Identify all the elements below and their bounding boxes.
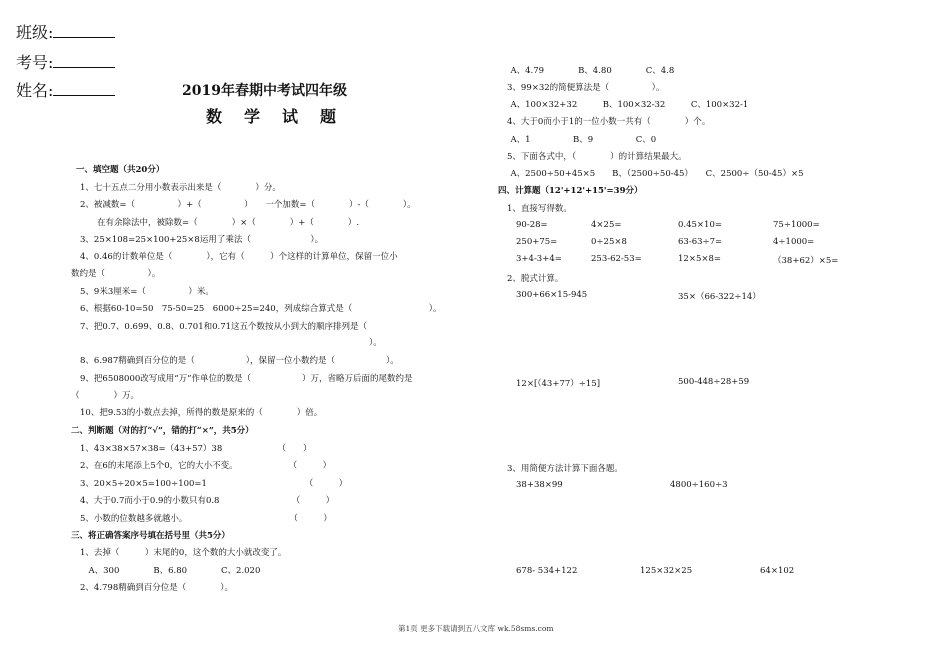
mental-calc-item: 90-28= [516,220,548,230]
judge-q1: 1、43×38×57×38=（43+57）38 （ ） [80,444,312,454]
calc-part-1-heading: 1、直接写得数。 [507,204,572,214]
mental-calc-item: 0÷25×8 [591,237,627,247]
name-label: 姓名: [16,81,54,100]
class-blank [53,23,115,38]
exam-subtitle: 数学试题 [206,107,359,126]
choice-q5-options: A、2500÷50+45×5 B、（2500÷50-45） C、2500÷（50-45）×5 [502,169,804,179]
fill-q9: 9、把6508000改写成用“万”作单位的数是（ ）万，省略万后面的尾数约是 [80,374,413,384]
name-blank [53,81,115,96]
fill-q2b: 在有余除法中，被除数=（ ）×（ ）+（ ）. [80,218,360,228]
choice-q3: 3、99×32的简便算法是（ ）。 [507,83,665,93]
fill-q4: 4、0.46的计数单位是（ ），它有（ ）个这样的计算单位，保留一位小 [80,252,398,262]
calc-part-2-heading: 2、脱式计算。 [507,274,564,284]
step-calc-item: 12×[（43+77）÷15] [516,379,601,389]
mental-calc-item: 250+75= [516,237,558,247]
judge-q2: 2、在6的末尾添上5个0，它的大小不变。 （ ） [80,461,332,471]
fill-q6: 6、根据60-10=50 75-50=25 6000÷25=240，列成综合算式是（ ）。 [80,304,442,314]
step-calc-item: 35×（66-322÷14） [678,292,761,302]
choice-q1-options: A、300 B、6.80 C、2.020 [80,566,261,576]
mental-calc-item: 63-63÷7= [678,237,723,247]
fill-q7b: ）。 [80,338,382,348]
exam-number-label: 考号: [16,53,54,72]
judge-q5: 5、小数的位数越多就越小。 （ ） [80,514,332,524]
fill-q2: 2、被减数=（ ）+（ ） 一个加数=（ ）-（ ）。 [80,200,416,210]
choice-q1: 1、去掉（ ）末尾的0，这个数的大小就改变了。 [80,548,287,558]
name-label-row [16,78,115,101]
fill-q8: 8、6.987精确到百分位的是（ ），保留一位小数约是（ ）。 [80,356,399,366]
fill-q9b: （ ）万。 [71,391,140,401]
exam-number-blank [53,53,115,68]
exam-number-label-row [16,50,115,73]
choice-q5: 5、下面各式中，（ ）的计算结果最大。 [507,152,687,162]
fill-q3: 3、25×108=25×100+25×8运用了乘法（ ）。 [80,235,324,245]
judge-q3: 3、20×5÷20×5=100÷100=1 （ ） [80,479,348,489]
mental-calc-item: 3+4-3+4= [516,254,562,264]
choice-q2-options: A、4.79 B、4.80 C、4.8 [502,66,675,76]
fill-q1: 1、七十五点二分用小数表示出来是（ ）分。 [80,183,281,193]
mental-calc-item: 0.45×10= [678,220,722,230]
section-4-heading: 四、计算题（12'+12'+15'=39分） [498,186,643,196]
mental-calc-item: 4×25= [591,220,622,230]
mental-calc-item: （38+62）×5= [773,256,839,266]
choice-q4-options: A、1 B、9 C、0 [502,135,657,145]
mental-calc-item: 253-62-53= [591,254,642,264]
judge-q4: 4、大于0.7而小于0.9的小数只有0.8 （ ） [80,496,335,506]
class-label: 班级: [16,23,54,42]
mental-calc-item: 12×5×8= [678,254,721,264]
simple-calc-item: 125×32×25 [640,566,693,576]
choice-q2: 2、4.798精确到百分位是（ ）。 [80,583,233,593]
step-calc-item: 300+66×15-945 [516,290,588,300]
simple-calc-item: 678- 534+122 [516,566,578,576]
fill-q4b: 数约是（ ）。 [71,269,161,279]
choice-q4: 4、大于0而小于1的一位小数一共有（ ）个。 [507,117,711,127]
fill-q5: 5、9米3厘米=（ ）米。 [80,287,214,297]
page-footer: 第1页 更多下载请到五八文库 wk.58sms.com [398,624,554,633]
section-2-heading: 二、判断题（对的打“√”，错的打“×”，共5分） [71,426,254,436]
mental-calc-item: 4÷1000= [773,237,815,247]
section-3-heading: 三、将正确答案序号填在括号里（共5分） [71,531,230,541]
simple-calc-item: 38+38×99 [516,480,563,490]
simple-calc-item: 64×102 [760,566,795,576]
class-label-row [16,20,115,43]
exam-title: 2019年春期中考试四年级 [182,83,347,99]
section-1-heading: 一、填空题（共20分） [76,165,165,175]
simple-calc-item: 4800÷160÷3 [670,480,728,490]
fill-q10: 10、把9.53的小数点去掉，所得的数是原来的（ ）倍。 [80,408,323,418]
choice-q3-options: A、100×32+32 B、100×32-32 C、100×32-1 [502,100,749,110]
calc-part-3-heading: 3、用简便方法计算下面各题。 [507,464,623,474]
fill-q7: 7、把0.7、0.699、0.8、0.701和0.71这五个数按从小到大的顺序排列是（ [80,322,368,332]
step-calc-item: 500-448÷28+59 [678,377,750,387]
mental-calc-item: 75÷1000= [773,220,820,230]
